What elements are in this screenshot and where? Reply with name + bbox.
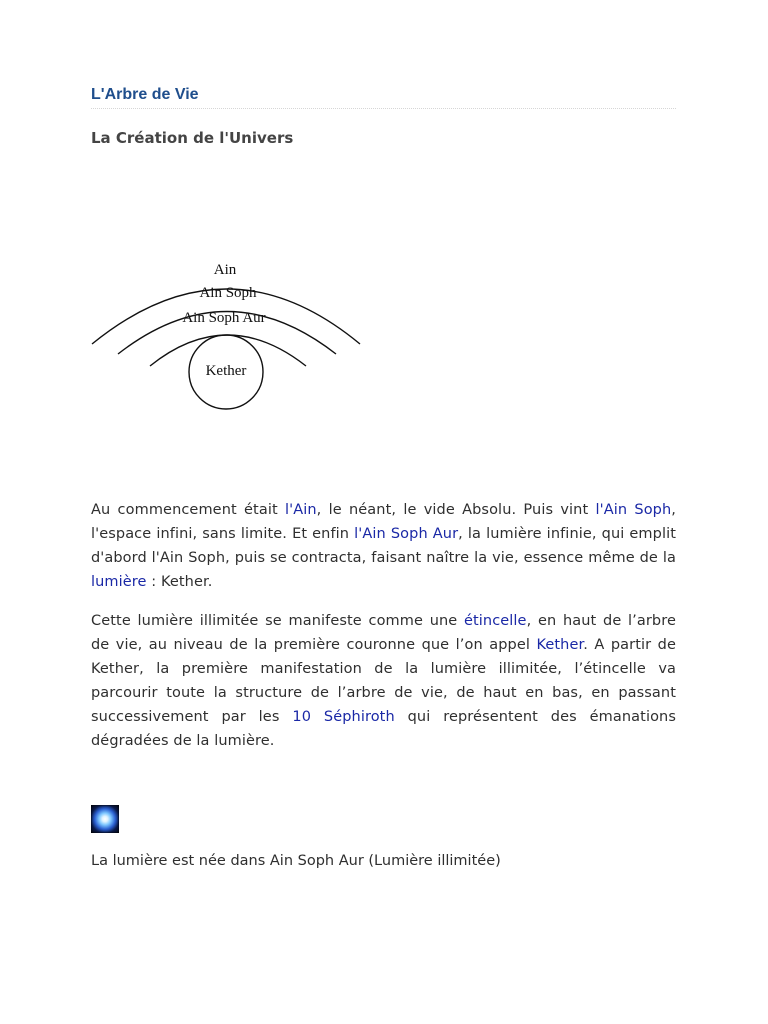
text: , la lumière infinie, qui emplit d'abord l'Ain Soph, puis se contracta, faisant naître la vie, essence même de la [91,526,677,566]
paragraph-intro [91,498,676,594]
keyword-10-sephiroth[interactable]: 10 Séphiroth [292,709,395,725]
text: Cette lumière illimitée se manifeste comme une [91,613,464,629]
keyword-lumiere[interactable]: lumière [91,574,147,590]
arc-ain-soph-aur [150,335,306,366]
text: : Kether. [146,574,213,590]
creation-diagram [88,254,368,414]
text: qui représentent des émanations dégradées de la lumière. [91,709,676,749]
title-divider [91,108,676,109]
caption: La lumière est née dans Ain Soph Aur (Lumière illimitée) [91,853,501,869]
keyword-etincelle[interactable]: étincelle [463,613,527,629]
text: , l'espace infini, sans limite. Et enfin [91,502,676,542]
text: Au commencement était [91,502,285,518]
text: . A partir de Kether, la première manifestation de la lumière illimitée, l’étincelle va parcourir toute la structure de l’arbre de vie, de haut en bas, en passant successivement par les [91,637,676,725]
keyword-kether[interactable]: Kether [536,637,584,653]
keyword-ain-soph-aur[interactable]: l'Ain Soph Aur [354,526,459,542]
label-ain-soph: Ain Soph [199,285,257,301]
label-ain-soph-aur: Ain Soph Aur [182,310,266,326]
keyword-ain-soph[interactable]: l'Ain Soph [595,502,672,518]
keyword-ain[interactable]: l'Ain [284,502,317,518]
text: , le néant, le vide Absolu. Puis vint [316,502,596,518]
spark-icon [91,805,119,833]
text: , en haut de l’arbre de vie, au niveau de la première couronne que l’on appel [91,613,676,653]
label-kether: Kether [205,363,247,379]
label-ain: Ain [213,262,237,278]
site-title[interactable]: L'Arbre de Vie [91,86,199,103]
page-title: La Création de l'Univers [91,129,294,147]
paragraph-kether [91,609,676,753]
